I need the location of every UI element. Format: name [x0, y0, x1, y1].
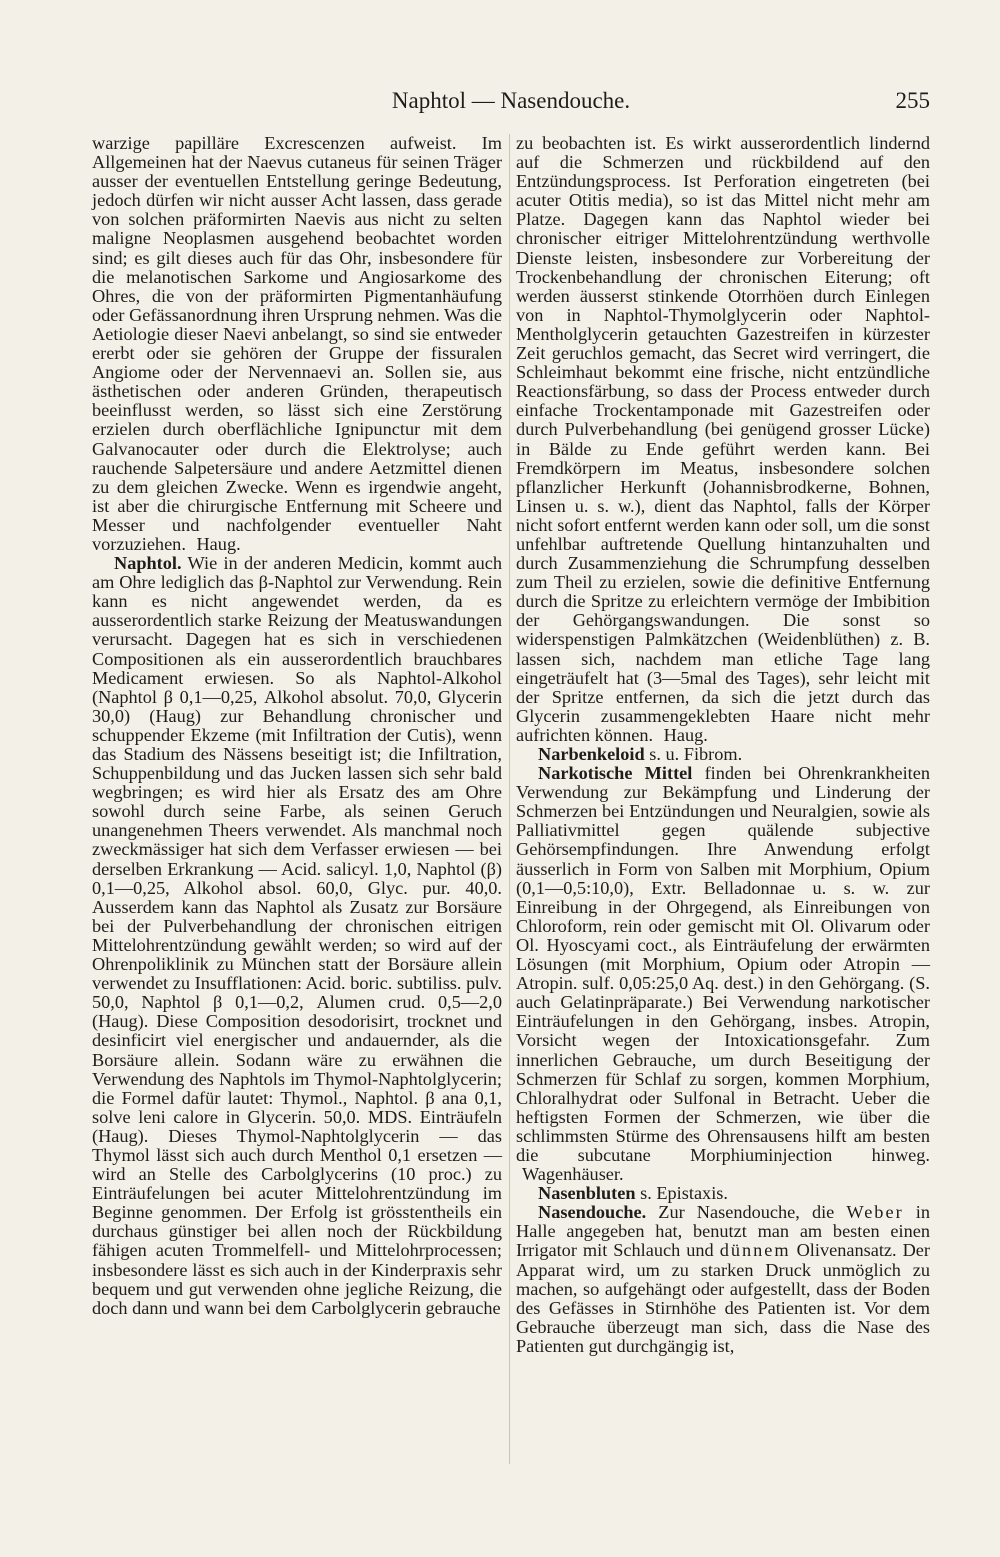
naphtol-entry [92, 554, 502, 1318]
right-column [516, 134, 930, 1356]
left-column [92, 134, 502, 1318]
naphtol-continuation [516, 134, 930, 745]
nasendouche-text: Zur Nasendouche, die [658, 1202, 835, 1223]
author-signature: Haug. [196, 533, 241, 554]
naevus-paragraph [92, 134, 502, 554]
narkotische-mittel-text: finden bei Ohrenkrankheiten Verwendung zur Bekämpfung und Linderung der Schmerzen bei Entzündungen und Neuralgien, sowie als Palliativmittel gegen quälende subjective Gehörsempfindungen. Ihre Anwendung erfolgt äusserlich in Form von Salben mit Morphium, Opium (0,1—0,5:10,0), Extr. Belladonnae u. s. w. zur Einreibung in der Ohrgegend, als Einreibungen von Chloroform, rein oder gemischt mit Ol. Olivarum oder Ol. Hyoscyami coct., als Einträufelung der erwärmten Lösungen (mit Morphium, Opium oder Atropin — Atropin. sulf. 0,05:25,0 Aq. dest.) in den Gehörgang. (S. auch Gelatinpräparate.) Bei Verwendung narkotischer Einträufelungen in den Gehörgang, insbes. Atropin, Vorsicht wegen der Intoxicationsgefahr. Zum innerlichen Gebrauche, um durch Beseitigung der Schmerzen für Schlaf zu sorgen, kommen Morphium, Chloralhydrat oder Sulfonal in Betracht. Ueber die heftigsten Formen der Schmerzen, wie über die schlimmsten Stürme des Ohrensausens hilft am besten die subcutane Morphiuminjection hinweg. [516, 763, 931, 1165]
author-signature: Haug. [663, 724, 708, 745]
nasendouche-entry [516, 1203, 930, 1356]
column-divider [509, 134, 510, 1464]
narbenkeloid-entry [516, 745, 930, 764]
entry-headword-naphtol: Naphtol. [114, 553, 182, 574]
emphasis-duennem: dünnem [719, 1240, 791, 1261]
naevus-text: warzige papilläre Excrescenzen aufweist. Im Allgemeinen hat der Naevus cutaneus für seinen Träger ausser der eventuellen Entstellung geringe Bedeutung, jedoch dürfen wir nicht ausser Acht lassen, dass gerade von solchen präformirten Naevis aus nicht zu selten maligne Neoplasmen ausgehend beobachtet worden sind; es gilt dieses auch für das Ohr, insbesondere für die melanotischen Sarkome und Angiosarkome des Ohres, die von der präformirten Pigmentanhäufung oder Gefässanordnung ihren Ursprung nehmen. Was die Aetiologie dieser Naevi anbelangt, so sind sie entweder ererbt oder sie gehören der Gruppe der fissuralen Angiome oder der Nervennaevi an. Sollen sie, aus ästhetischen oder anderen Gründen, therapeutisch beeinflusst werden, so lässt sich eine Zerstörung erzielen durch oberflächliche Ignipunctur mit dem Galvanocauter oder durch die Elektrolyse; auch rauchende Salpetersäure und andere Aetzmittel dienen zu dem gleichen Zwecke. Wenn es irgendwie angeht, ist aber die chirurgische Entfernung mit Scheere und Messer und nachfolgender eventueller Naht vorzuziehen. [92, 133, 502, 554]
narkotische-mittel-entry [516, 764, 930, 1184]
running-title: Naphtol — Nasendouche. [391, 88, 631, 113]
nasendouche-text: Olivenansatz. Der Apparat wird, um zu starken Druck unmöglich zu machen, so aufgehängt oder aufgestellt, dass der Boden des Gefässes in Stirnhöhe des Patienten ist. Vor dem Gebrauche überzeugt man sich, dass die Nase des Patienten gut durchgängig ist, [516, 1240, 930, 1356]
page-number: 255 [895, 88, 930, 113]
nasenbluten-text: s. Epistaxis. [640, 1183, 728, 1204]
nasendouche-text: in Halle angegeben hat, benutzt man am besten einen Irrigator mit Schlauch und [516, 1202, 930, 1261]
entry-headword-nasenbluten: Nasenbluten [538, 1183, 636, 1204]
author-signature: Wagenhäuser. [522, 1164, 624, 1185]
page-header [92, 88, 930, 118]
naphtol-text: Wie in der anderen Medicin, kommt auch am Ohre lediglich das β-Naphtol zur Verwendung. Rein kann es nicht angewendet werden, da es ausserordentlich starke Reizung der Meatuswandungen verursacht. Dagegen hat es sich in verschiedenen Compositionen als ein ausserordentlich brauchbares Medicament erwiesen. So als Naphtol-Alkohol (Naphtol β 0,1—0,25, Alkohol absolut. 70,0, Glycerin 30,0) (Haug) zur Behandlung chronischer und schuppender Ekzeme (mit Infiltration der Cutis), wenn das Stadium des Nässens beseitigt ist; die Infiltration, Schuppenbildung und das Jucken lassen sich sehr bald wegbringen; es wird hier als Ersatz des am Ohre sowohl durch seine Farbe, als seinen Geruch unangenehmen Theers verwendet. Als manchmal noch zweckmässiger hat sich dem Verfasser erwiesen — bei derselben Erkrankung — Acid. salicyl. 1,0, Naphtol (β) 0,1—0,25, Alkohol absol. 60,0, Glyc. pur. 40,0. Ausserdem kann das Naphtol als Zusatz zur Borsäure bei der Pulverbehandlung der chronischen eitrigen Mittelohrentzündung gewählt werden; so wird auf der Ohrenpoliklinik zu München statt der Borsäure allein verwendet zu Insufflationen: Acid. boric. subtiliss. pulv. 50,0, Naphtol β 0,1—0,2, Alumen crud. 0,5—2,0 (Haug). Diese Composition desodorisirt, trocknet und desinficirt viel energischer und andauernder, als die Borsäure allein. Sodann wäre zu erwähnen die Verwendung des Naphtols im Thymol-Naphtolglycerin; die Formel dafür lautet: Thymol., Naphtol. β ana 0,1, solve leni calore in Glycerin. 50,0. MDS. Einträufeln (Haug). Dieses Thymol-Naphtolglycerin — das Thymol lässt sich auch durch Menthol 0,1 ersetzen — wird an Stelle des Carbolglycerins (10 proc.) zu Einträufelungen bei acuter Mittelohrentzündung im Beginne genommen. Der Erfolg ist grösstentheils ein durchaus günstiger bei allen noch der Rückbildung fähigen acuten Trommelfell- und Mittelohrprocessen; insbesondere lässt es sich auch in der Kinderpraxis sehr bequem und gut verwenden ohne jegliche Reizung, die doch dann und wann bei dem Carbolglycerin gebrauche [92, 553, 502, 1318]
entry-headword-nasendouche: Nasendouche. [538, 1202, 647, 1223]
narbenkeloid-text: s. u. Fibrom. [649, 744, 743, 764]
naphtol-continuation-text: zu beobachten ist. Es wirkt ausserordentlich lindernd auf die Schmerzen und rückbildend auf den Entzündungsprocess. Ist Perforation eingetreten (bei acuter Otitis media), so ist das Mittel nicht mehr am Platze. Dagegen kann das Naphtol wieder bei chronischer eitriger Mittelohrentzündung werthvolle Dienste leisten, insbesondere zur Vorbereitung der Trockenbehandlung der chronischen Eiterung; oft werden äusserst stinkende Otorrhöen durch Einlegen von in Naphtol-Thymolglycerin oder Naphtol-Mentholglycerin getauchten Gazestreifen in kürzester Zeit geruchlos gemacht, das Secret wird verringert, die Schleimhaut bekommt eine frische, nicht entzündliche Reactionsfärbung, so dass der Process entweder durch einfache Trockentamponade mit Gazestreifen oder durch Pulverbehandlung (bei genügend grosser Lücke) in Bälde zu Ende geführt werden kann. Bei Fremdkörpern im Meatus, insbesondere solchen pflanzlicher Herkunft (Johannisbrodkerne, Bohnen, Linsen u. s. w.), dient das Naphtol, falls der Körper nicht sofort entfernt werden kann oder soll, um die sonst unfehlbar auftretende Quellung hintanzuhalten und durch Zusammenziehung die Schrumpfung desselben zum Theil zu erzielen, sowie die definitive Entfernung durch die Spritze zu erleichtern vermöge der Imbibition der Gehörgangswandungen. Die sonst so widerspenstigen Palmkätzchen (Weidenblüthen) z. B. lassen sich, nachdem man etliche Tage lang eingeträufelt hat (3—5mal des Tages), sehr leicht mit der Spritze entfernen, da sich die jetzt durch das Glycerin zusammengeklebten Haare nicht mehr aufrichten können. [516, 133, 930, 745]
person-name-weber: Weber [846, 1202, 904, 1223]
nasenbluten-entry [516, 1184, 930, 1203]
entry-headword-narbenkeloid: Narbenkeloid [538, 744, 645, 764]
entry-headword-narkotische-mittel: Narkotische Mittel [538, 763, 693, 784]
